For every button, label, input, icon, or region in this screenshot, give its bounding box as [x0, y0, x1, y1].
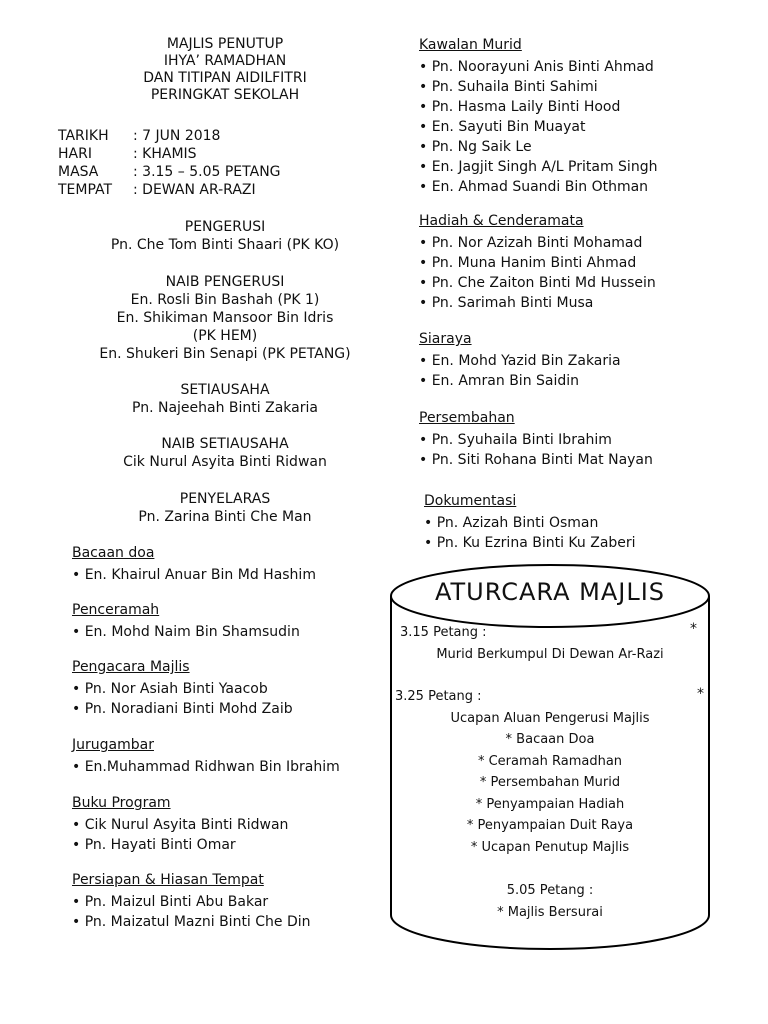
section-buku-program: [72, 793, 288, 855]
section-heading: Persiapan & Hiasan Tempat: [72, 872, 264, 888]
aturcara-title: ATURCARA MAJLIS: [434, 578, 666, 606]
star-mark: *: [690, 621, 697, 637]
role-name: Pn. Zarina Binti Che Man: [138, 509, 312, 525]
list-item: • En. Mohd Naim Bin Shamsudin: [72, 624, 300, 640]
section-heading: Dokumentasi: [424, 493, 517, 509]
list-item: • Pn. Sarimah Binti Musa: [419, 295, 594, 311]
event-title: [50, 36, 400, 104]
section-heading: Persembahan: [419, 410, 515, 426]
role-name: (PK HEM): [192, 328, 258, 344]
role-name: Cik Nurul Asyita Binti Ridwan: [123, 454, 327, 470]
title-line-4: PERINGKAT SEKOLAH: [150, 87, 300, 103]
list-item: • En. Mohd Yazid Bin Zakaria: [419, 353, 621, 369]
list-item: • Pn. Ku Ezrina Binti Ku Zaberi: [424, 535, 636, 551]
section-heading: Pengacara Majlis: [72, 659, 190, 675]
title-line-2: IHYA’ RAMADHAN: [163, 53, 287, 69]
section-persembahan: [419, 408, 653, 470]
section-heading: Siaraya: [419, 331, 472, 347]
program-item: * Majlis Bersurai: [497, 904, 603, 920]
program-item: * Persembahan Murid: [479, 775, 621, 790]
program-item: * Bacaan Doa: [505, 732, 595, 747]
list-item: • Pn. Maizatul Mazni Binti Che Din: [72, 914, 311, 930]
list-item: • En.Muhammad Ridhwan Bin Ibrahim: [72, 759, 340, 775]
list-item: • En. Jagjit Singh A/L Pritam Singh: [419, 159, 658, 175]
star-mark: *: [697, 686, 704, 702]
role-name: En. Rosli Bin Bashah (PK 1): [130, 292, 320, 308]
role-naib-setiausaha: [50, 435, 400, 471]
program-item: Murid Berkumpul Di Dewan Ar-Razi: [436, 646, 664, 662]
section-pengacara: [72, 657, 293, 719]
role-name: En. Shukeri Bin Senapi (PK PETANG): [99, 346, 351, 362]
list-item: • Pn. Ng Saik Le: [419, 139, 532, 155]
role-penyelaras: [50, 490, 400, 526]
list-item: • En. Sayuti Bin Muayat: [419, 119, 586, 135]
section-heading: Jurugambar: [72, 737, 154, 753]
list-item: • Pn. Suhaila Binti Sahimi: [419, 79, 598, 95]
section-dokumentasi: [424, 491, 636, 553]
aturcara-block-3: [392, 880, 708, 923]
list-item: • Pn. Maizul Binti Abu Bakar: [72, 894, 269, 910]
info-row-tempat: TEMPAT : DEWAN AR-RAZI: [58, 182, 256, 198]
section-persiapan: [72, 870, 311, 932]
list-item: • Pn. Azizah Binti Osman: [424, 515, 599, 531]
list-item: • Pn. Hasma Laily Binti Hood: [419, 99, 621, 115]
time-label: 5.05 Petang :: [506, 883, 594, 898]
list-item: • En. Khairul Anuar Bin Md Hashim: [72, 567, 316, 583]
list-item: • Pn. Hayati Binti Omar: [72, 837, 236, 853]
aturcara-block-2: [392, 686, 708, 858]
role-naib-pengerusi: [50, 273, 400, 363]
section-hadiah: [419, 211, 656, 313]
time-label: 3.25 Petang :: [395, 689, 482, 704]
section-heading: Bacaan doa: [72, 545, 155, 561]
list-item: • Pn. Noorayuni Anis Binti Ahmad: [419, 59, 654, 75]
program-item: * Penyampaian Duit Raya: [466, 818, 634, 833]
list-item: • Cik Nurul Asyita Binti Ridwan: [72, 817, 289, 833]
info-row-masa: MASA : 3.15 – 5.05 PETANG: [58, 164, 281, 180]
section-heading: Buku Program: [72, 795, 171, 811]
list-item: • En. Amran Bin Saidin: [419, 373, 580, 389]
program-item: * Penyampaian Hadiah: [475, 796, 625, 812]
role-name: Pn. Najeehah Binti Zakaria: [132, 400, 318, 416]
program-item: Ucapan Aluan Pengerusi Majlis: [450, 710, 650, 726]
role-title: SETIAUSAHA: [180, 382, 270, 398]
section-bacaan-doa: [72, 543, 316, 585]
role-name: Pn. Che Tom Binti Shaari (PK KO): [110, 237, 340, 253]
role-title: NAIB SETIAUSAHA: [161, 436, 289, 452]
list-item: • En. Ahmad Suandi Bin Othman: [419, 179, 649, 195]
time-label: 3.15 Petang :: [400, 625, 487, 640]
section-penceramah: [72, 600, 300, 642]
info-row-hari: HARI : KHAMIS: [58, 146, 197, 162]
list-item: • Pn. Che Zaiton Binti Md Hussein: [419, 275, 656, 291]
role-setiausaha: [50, 381, 400, 417]
section-heading: Penceramah: [72, 602, 160, 618]
event-info: [58, 127, 281, 199]
list-item: • Pn. Nor Azizah Binti Mohamad: [419, 235, 643, 251]
section-jurugambar: [72, 735, 340, 777]
title-line-1: MAJLIS PENUTUP: [166, 36, 284, 52]
role-title: NAIB PENGERUSI: [165, 274, 285, 290]
list-item: • Pn. Nor Asiah Binti Yaacob: [72, 681, 268, 697]
aturcara-block-1: [392, 622, 708, 665]
section-heading: Hadiah & Cenderamata: [419, 213, 584, 229]
role-name: En. Shikiman Mansoor Bin Idris: [116, 310, 334, 326]
section-siaraya: [419, 329, 621, 391]
info-row-tarikh: TARIKH : 7 JUN 2018: [58, 128, 221, 144]
list-item: • Pn. Syuhaila Binti Ibrahim: [419, 432, 612, 448]
list-item: • Pn. Noradiani Binti Mohd Zaib: [72, 701, 293, 717]
role-title: PENGERUSI: [184, 219, 266, 235]
role-pengerusi: [50, 218, 400, 254]
program-item: * Ucapan Penutup Majlis: [470, 839, 630, 855]
role-title: PENYELARAS: [179, 491, 271, 507]
program-item: * Ceramah Ramadhan: [477, 753, 623, 769]
section-kawalan-murid: [419, 35, 657, 197]
section-heading: Kawalan Murid: [419, 37, 522, 53]
title-line-3: DAN TITIPAN AIDILFITRI: [143, 70, 307, 86]
list-item: • Pn. Siti Rohana Binti Mat Nayan: [419, 452, 653, 468]
list-item: • Pn. Muna Hanim Binti Ahmad: [419, 255, 637, 271]
